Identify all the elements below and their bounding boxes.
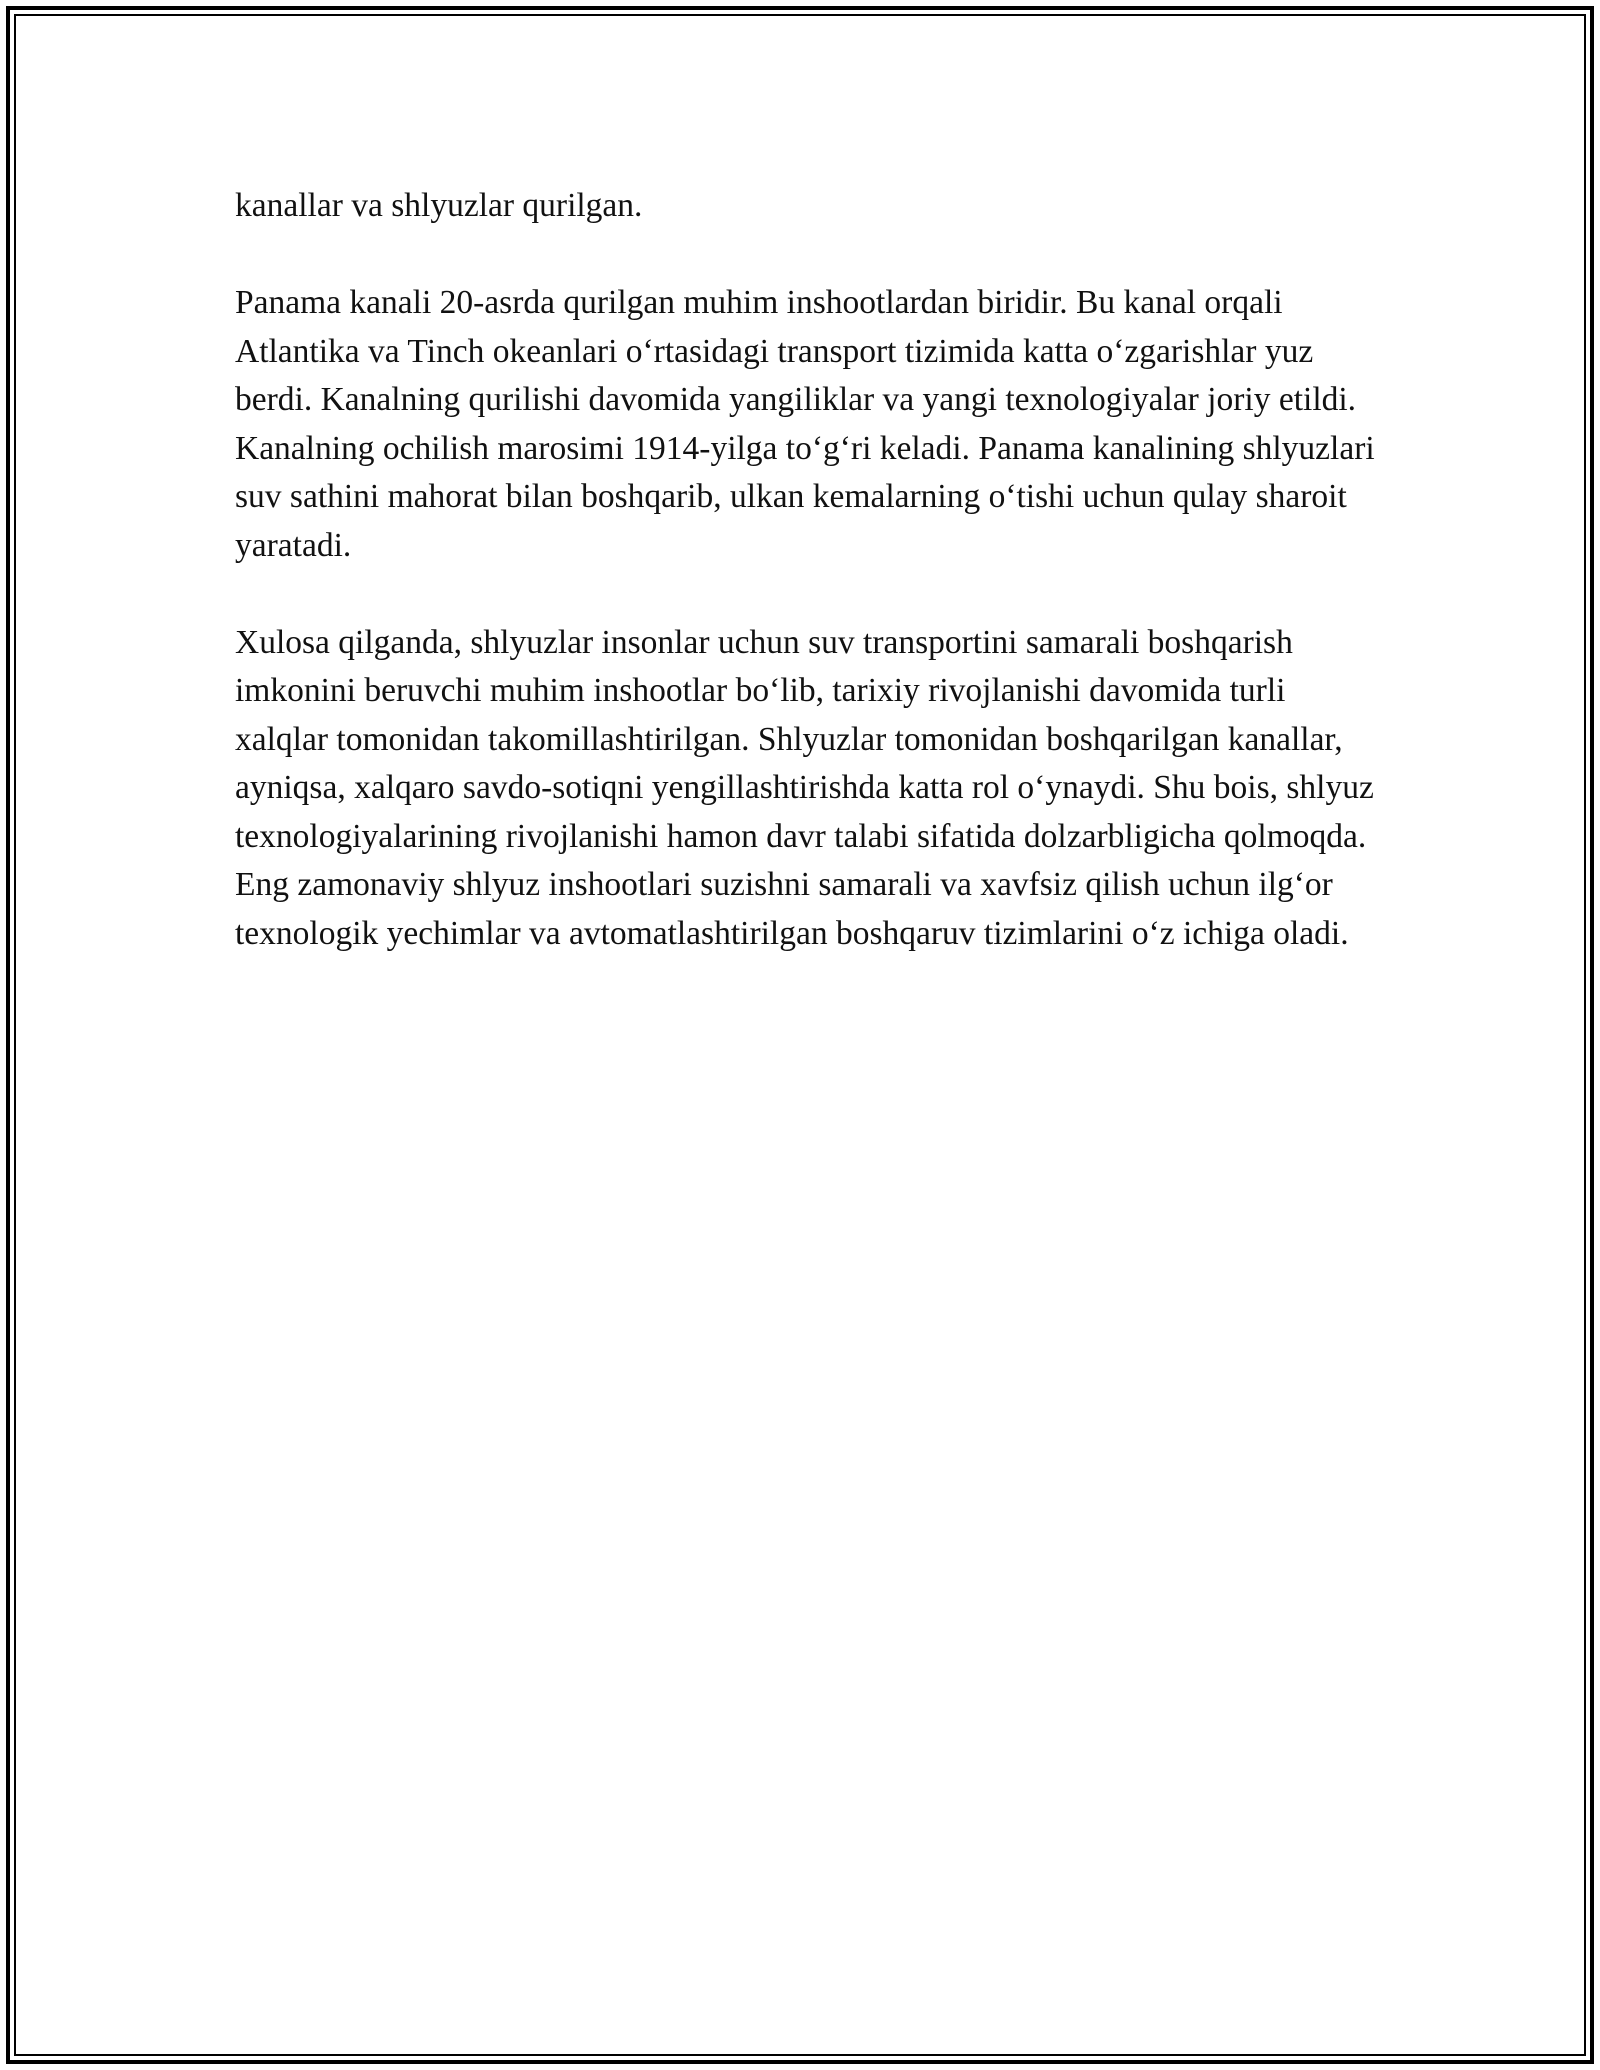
paragraph-continuation: kanallar va shlyuzlar qurilgan. — [235, 187, 643, 224]
paragraph-conclusion: Xulosa qilganda, shlyuzlar insonlar uchun suv transportini samarali boshqarish imkonini beruvchi muhim inshootlar bo‘lib, tarixiy rivojlanishi davomida turli xalqlar tomonidan takomillashtirilgan. Shlyuzlar tomonidan boshqarilgan kanallar, ayniqsa, xalqaro savdo-sotiqni yengillashtirishda katta rol o‘ynaydi. Shu bois, shlyuz texnologiyalarining rivojlanishi hamon davr talabi sifatida dolzarbligicha qolmoqda. Eng zamonaviy shlyuz inshootlari suzishni samarali va xavfsiz qilish uchun ilg‘or texnologik yechimlar va avtomatlashtirilgan boshqaruv tizimlarini o‘z ichiga oladi. — [235, 623, 1374, 952]
document-body — [235, 182, 1375, 1007]
paragraph-panama-canal: Panama kanali 20-asrda qurilgan muhim inshootlardan biridir. Bu kanal orqali Atlantika va Tinch okeanlari o‘rtasidagi transport tizimida katta o‘zgarishlar yuz berdi. Kanalning qurilishi davomida yangiliklar va yangi texnologiyalar joriy etildi. Kanalning ochilish marosimi 1914-yilga to‘g‘ri keladi. Panama kanalining shlyuzlari suv sathini mahorat bilan boshqarib, ulkan kemalarning o‘tishi uchun qulay sharoit yaratadi. — [235, 284, 1375, 564]
